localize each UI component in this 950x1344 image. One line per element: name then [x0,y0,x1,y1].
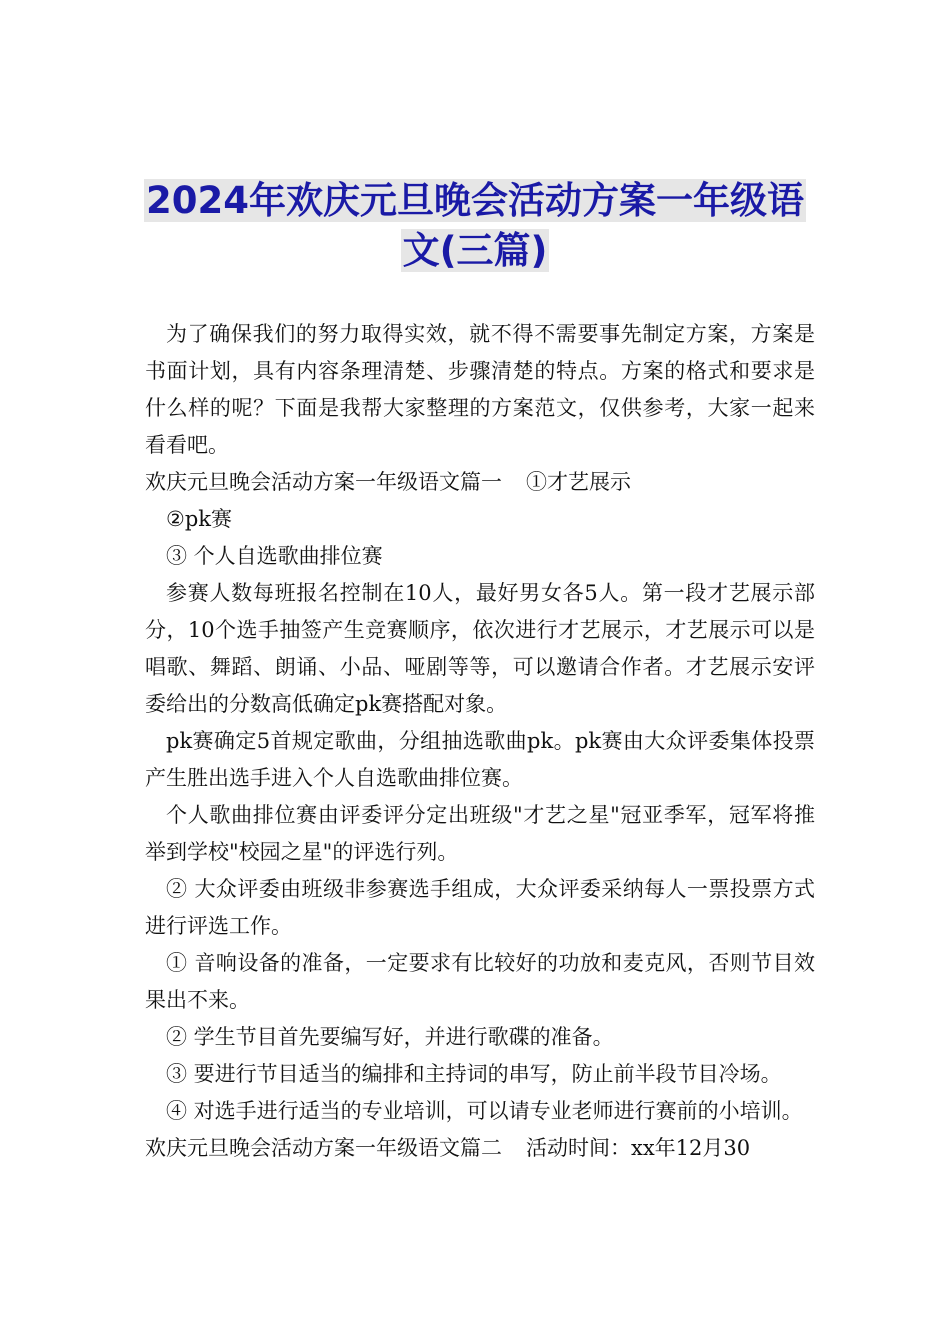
title-line-2: 文(三篇) [402,229,548,272]
event-time: 活动时间：xx年12月30 [526,1136,751,1160]
title-line-1: 2024年欢庆元旦晚会活动方案一年级语 [146,179,804,222]
section-1-line [145,464,815,501]
body-paragraph: 个人歌曲排位赛由评委评分定出班级"才艺之星"冠亚季军，冠军将推举到学校"校园之星"的评选行列。 [145,803,815,864]
document-body [145,316,815,1167]
section-2-line [145,1130,815,1167]
list-item: ③ 个人自选歌曲排位赛 [166,544,383,568]
body-paragraph: ① 音响设备的准备，一定要求有比较好的功放和麦克风，否则节目效果出不来。 [145,951,815,1012]
body-paragraph: ② 学生节目首先要编写好，并进行歌碟的准备。 [166,1025,614,1049]
body-paragraph: ④ 对选手进行适当的专业培训，可以请专业老师进行赛前的小培训。 [166,1099,803,1123]
section-heading: 欢庆元旦晚会活动方案一年级语文篇一 [145,470,502,494]
body-paragraph: ② 大众评委由班级非参赛选手组成，大众评委采纳每人一票投票方式进行评选工作。 [145,877,815,938]
document-title [0,176,950,276]
section-heading: 欢庆元旦晚会活动方案一年级语文篇二 [145,1136,502,1160]
body-paragraph: pk赛确定5首规定歌曲，分组抽选歌曲pk。pk赛由大众评委集体投票产生胜出选手进入个人自选歌曲排位赛。 [145,729,815,790]
body-paragraph: 参赛人数每班报名控制在10人，最好男女各5人。第一段才艺展示部分，10个选手抽签产生竞赛顺序，依次进行才艺展示，才艺展示可以是唱歌、舞蹈、朗诵、小品、哑剧等等，可以邀请合作者。才艺展示安评委给出的分数高低确定pk赛搭配对象。 [145,581,815,716]
body-paragraph: ③ 要进行节目适当的编排和主持词的串写，防止前半段节目冷场。 [166,1062,782,1086]
intro-paragraph: 为了确保我们的努力取得实效，就不得不需要事先制定方案，方案是书面计划，具有内容条理清楚、步骤清楚的特点。方案的格式和要求是什么样的呢？下面是我帮大家整理的方案范文，仅供参考，大家一起来看看吧。 [145,322,815,457]
list-item: ②pk赛 [166,507,232,531]
list-item: ①才艺展示 [526,470,631,494]
